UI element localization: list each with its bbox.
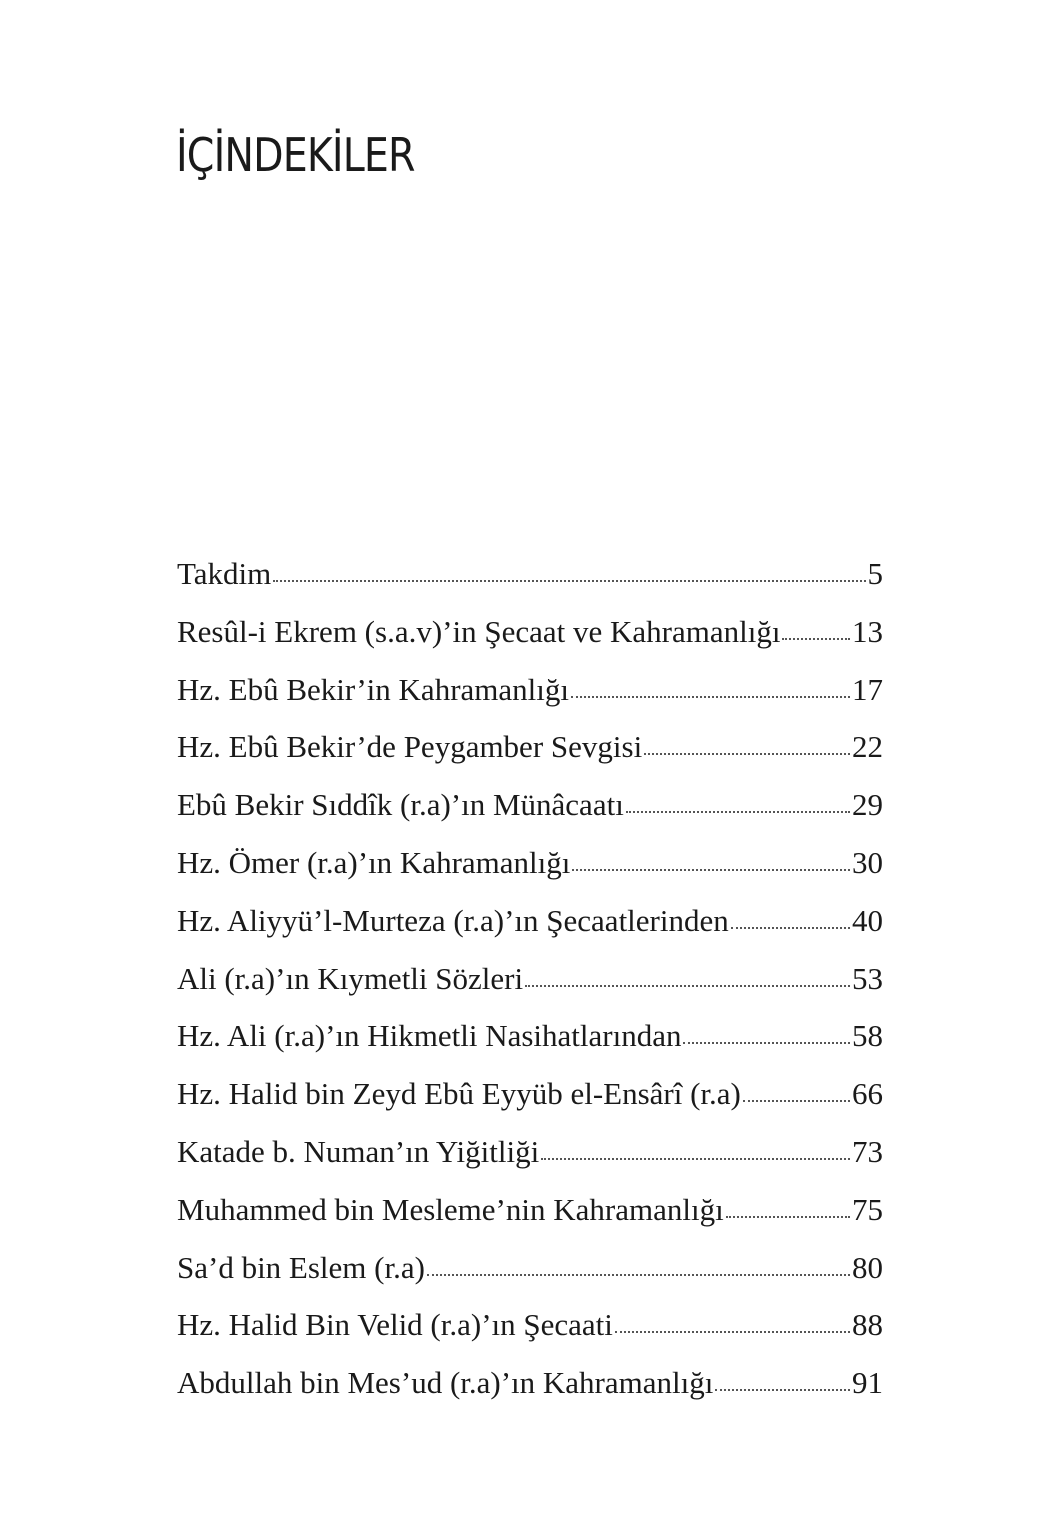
dot-leader: [572, 868, 850, 871]
toc-entry-ebu-bekir-kahramanligi: [177, 672, 883, 730]
toc-entry-title: Hz. Ömer (r.a)’ın Kahramanlığı: [177, 844, 571, 880]
dot-leader: [525, 984, 850, 987]
toc-entry-takdim: [177, 556, 883, 614]
table-of-contents: [177, 556, 883, 1423]
toc-entry-title: Hz. Aliyyü’l-Murteza (r.a)’ın Şecaatlerinden: [177, 902, 729, 938]
toc-entry-abdullah-bin-mesud: [177, 1365, 883, 1423]
toc-entry-title: Hz. Halid bin Zeyd Ebû Eyyüb el-Ensârî (r.a): [177, 1076, 741, 1112]
dot-leader: [571, 695, 850, 698]
toc-entry-page: 13: [852, 613, 883, 649]
toc-entry-page: 91: [852, 1365, 883, 1401]
dot-leader: [782, 637, 850, 640]
toc-entry-title: Muhammed bin Mesleme’nin Kahramanlığı: [177, 1191, 724, 1227]
toc-entry-page: 17: [852, 671, 883, 707]
toc-entry-halid-bin-velid: [177, 1307, 883, 1365]
dot-leader: [541, 1157, 850, 1160]
dot-leader: [626, 810, 850, 813]
toc-entry-sad-bin-eslem: [177, 1250, 883, 1308]
dot-leader: [273, 579, 865, 582]
toc-entry-title: Abdullah bin Mes’ud (r.a)’ın Kahramanlığı: [177, 1365, 714, 1401]
toc-entry-page: 80: [852, 1249, 883, 1285]
dot-leader: [731, 926, 850, 929]
toc-entry-halid-bin-zeyd: [177, 1076, 883, 1134]
dot-leader: [615, 1330, 850, 1333]
toc-entry-title: Ebû Bekir Sıddîk (r.a)’ın Münâcaatı: [177, 787, 624, 823]
dot-leader: [726, 1215, 850, 1218]
toc-entry-muhammed-bin-mesleme: [177, 1192, 883, 1250]
dot-leader: [427, 1273, 850, 1276]
dot-leader: [644, 752, 850, 755]
toc-entry-title: Hz. Halid Bin Velid (r.a)’ın Şecaati: [177, 1307, 613, 1343]
toc-entry-page: 30: [852, 844, 883, 880]
toc-entry-page: 22: [852, 729, 883, 765]
toc-entry-page: 88: [852, 1307, 883, 1343]
toc-entry-ebu-bekir-munacaati: [177, 787, 883, 845]
toc-entry-resul-i-ekrem: [177, 614, 883, 672]
toc-entry-page: 5: [867, 556, 883, 591]
toc-entry-page: 73: [852, 1133, 883, 1169]
toc-entry-title: Hz. Ali (r.a)’ın Hikmetli Nasihatlarından: [177, 1018, 682, 1054]
toc-entry-title: Takdim: [177, 556, 272, 591]
toc-entry-katade-yigitligi: [177, 1134, 883, 1192]
toc-entry-page: 75: [852, 1191, 883, 1227]
toc-entry-title: Ali (r.a)’ın Kıymetli Sözleri: [177, 960, 524, 996]
dot-leader: [683, 1041, 850, 1044]
dot-leader: [743, 1099, 850, 1102]
toc-entry-title: Sa’d bin Eslem (r.a): [177, 1249, 425, 1285]
toc-entry-title: Resûl-i Ekrem (s.a.v)’in Şecaat ve Kahramanlığı: [177, 613, 781, 649]
page-title: İÇİNDEKİLER: [176, 128, 415, 182]
toc-entry-page: 66: [852, 1076, 883, 1112]
toc-entry-title: Katade b. Numan’ın Yiğitliği: [177, 1133, 540, 1169]
toc-entry-page: 29: [852, 787, 883, 823]
dot-leader: [715, 1388, 850, 1391]
toc-entry-page: 58: [852, 1018, 883, 1054]
toc-entry-page: 53: [852, 960, 883, 996]
toc-entry-aliyyul-murteza: [177, 903, 883, 961]
toc-entry-ebu-bekir-peygamber-sevgisi: [177, 729, 883, 787]
toc-entry-omer-kahramanligi: [177, 845, 883, 903]
toc-entry-page: 40: [852, 902, 883, 938]
toc-entry-title: Hz. Ebû Bekir’in Kahramanlığı: [177, 671, 569, 707]
toc-entry-title: Hz. Ebû Bekir’de Peygamber Sevgisi: [177, 729, 643, 765]
toc-entry-ali-hikmetli-nasihatlar: [177, 1018, 883, 1076]
toc-entry-ali-kiymetli-sozleri: [177, 961, 883, 1019]
